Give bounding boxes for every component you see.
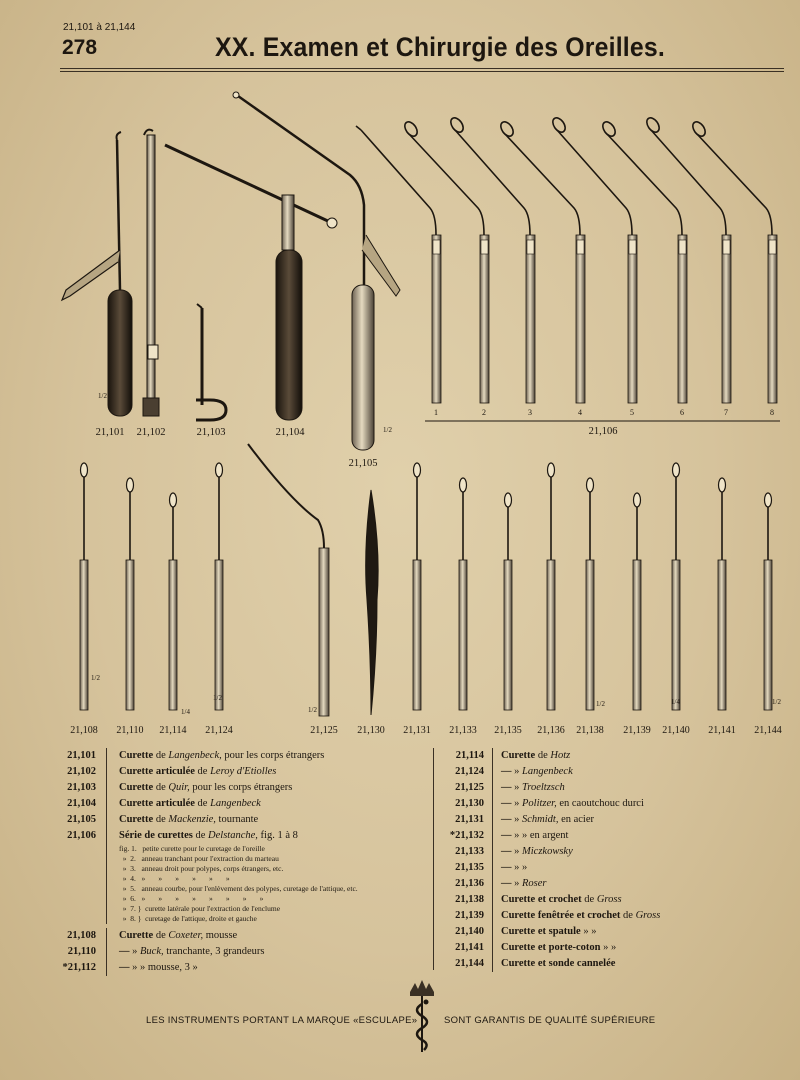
catalog-description	[106, 944, 265, 960]
series-curette-8	[690, 120, 777, 403]
curette-shaft	[557, 130, 632, 235]
figure-label: 21,101	[95, 427, 125, 438]
item-type: —	[119, 946, 130, 957]
figure-label: 21,130	[357, 725, 385, 736]
item-connector: »	[511, 782, 522, 793]
curette-mark	[769, 240, 776, 254]
catalog-number: 21,106	[67, 830, 96, 841]
scale-fraction: 1/4	[181, 708, 190, 716]
fig-note-text: » 6. » » » » » » » »	[106, 894, 263, 904]
series-number: 7	[724, 408, 728, 417]
item-connector: » »	[580, 926, 597, 937]
item-connector: de	[581, 894, 597, 905]
catalog-fig-note	[58, 854, 428, 864]
curette-ring	[498, 120, 515, 139]
catalog-row	[436, 860, 786, 876]
instrument-21102	[143, 130, 159, 416]
figure-label: 21,139	[623, 725, 651, 736]
item-detail: en argent	[529, 830, 569, 841]
fig-note-text: » 2. anneau tranchant pour l'extraction du marteau	[106, 854, 279, 864]
catalog-fig-note	[58, 864, 428, 874]
page-range: 21,101 à 21,144	[63, 22, 136, 33]
item-maker: Politzer,	[522, 798, 557, 809]
catalog-row	[58, 812, 428, 828]
item-type: —	[501, 814, 512, 825]
item-connector: de	[192, 830, 209, 841]
item-maker: Delstanche,	[208, 830, 258, 841]
column-divider	[433, 748, 434, 970]
bottom-instrument-7	[413, 463, 421, 710]
item-detail: tranchante, 3 grandeurs	[163, 946, 265, 957]
instrument-tip	[587, 478, 594, 492]
item-detail: pour les corps étrangers	[221, 750, 325, 761]
curette-shaft	[697, 134, 772, 235]
catalog-fig-note	[58, 894, 428, 904]
item-type: Curette fenêtrée et crochet	[501, 910, 621, 921]
item-type: —	[501, 782, 512, 793]
item-maker: Gross	[635, 910, 661, 921]
item-detail: mousse	[203, 930, 238, 941]
catalog-description	[106, 960, 198, 976]
item-connector: de	[153, 750, 169, 761]
item-maker: Buck,	[140, 946, 164, 957]
page-number: 278	[62, 36, 98, 59]
catalog-row	[436, 780, 786, 796]
catalog-description	[492, 764, 573, 780]
catalog-description	[492, 828, 568, 844]
item-type: Curette articulée	[119, 798, 195, 809]
scale-fraction: 1/2	[91, 674, 100, 682]
item-connector: »	[511, 766, 522, 777]
scale-fraction: 1/2	[383, 426, 392, 434]
item-connector: de	[194, 766, 211, 777]
item-detail: mousse, 3 »	[147, 962, 198, 973]
bottom-instrument-15	[764, 493, 772, 710]
curette-handle	[576, 235, 585, 403]
footer-left-text: LES INSTRUMENTS PORTANT LA MARQUE «ESCULAPE»	[146, 1015, 418, 1026]
item-type: Curette	[119, 930, 154, 941]
catalog-row	[436, 876, 786, 892]
curette-shaft	[361, 130, 436, 235]
item-connector: » »	[511, 830, 530, 841]
fig-note-text: » 5. anneau courbe, pour l'enlèvement des polypes, curetage de l'attique, etc.	[106, 884, 358, 894]
scale-fraction: 1/2	[98, 392, 107, 400]
series-number: 8	[770, 408, 774, 417]
instrument-handle	[413, 560, 421, 710]
catalog-row	[436, 748, 786, 764]
catalog-number: 21,108	[67, 930, 96, 941]
instrument-handle	[169, 560, 177, 710]
catalog-number: 21,101	[67, 750, 96, 761]
catalog-number: 21,105	[67, 814, 96, 825]
catalog-number: 21,140	[455, 926, 484, 937]
item-connector: de	[194, 798, 211, 809]
item-maker: Miczkowsky	[522, 846, 573, 857]
instrument-tip	[414, 463, 421, 477]
item-type: Curette et crochet	[501, 894, 582, 905]
bottom-instrument-13	[672, 463, 680, 710]
curette-mark	[481, 240, 488, 254]
item-maker: Troeltzsch	[522, 782, 565, 793]
item-connector: de	[153, 814, 169, 825]
item-detail: en acier	[558, 814, 595, 825]
catalog-row	[58, 780, 428, 796]
curette-mark	[679, 240, 686, 254]
item-detail: fig. 1 à 8	[257, 830, 298, 841]
item-connector: » »	[600, 942, 617, 953]
curette-mark	[629, 240, 636, 254]
curette-ring	[690, 120, 707, 139]
curette-ring	[402, 120, 419, 139]
scale-fraction: 1/2	[308, 706, 317, 714]
curette-ring	[448, 116, 465, 135]
catalog-row	[58, 764, 428, 780]
figure-label: 21,103	[196, 427, 226, 438]
catalog-description	[492, 844, 573, 860]
catalog-number: 21,114	[455, 750, 484, 761]
figure-label: 21,131	[403, 725, 431, 736]
instrument-handle	[459, 560, 467, 710]
catalog-number: *21,132	[449, 830, 484, 841]
curette-handle	[768, 235, 777, 403]
catalog-number: 21,136	[455, 878, 484, 889]
instrument-body	[366, 490, 378, 715]
catalog-row	[436, 844, 786, 860]
series-number: 4	[578, 408, 582, 417]
item-detail: pour les corps étrangers	[189, 782, 293, 793]
catalog-row	[436, 940, 786, 956]
catalog-row	[58, 960, 428, 976]
curette-ring	[600, 120, 617, 139]
item-maker: Langenbeck	[522, 766, 573, 777]
catalog-description	[492, 956, 615, 972]
catalog-description	[492, 748, 570, 764]
item-connector: »	[511, 814, 522, 825]
catalog-description	[106, 928, 237, 944]
bottom-instrument-5	[248, 444, 329, 716]
scale-fraction: 1/2	[772, 698, 781, 706]
bottom-instrument-3	[169, 493, 177, 710]
scale-fraction: 1/2	[596, 700, 605, 708]
catalog-number: 21,130	[455, 798, 484, 809]
item-maker: Roser	[522, 878, 547, 889]
curette-ring	[644, 116, 661, 135]
instrument-shaft	[248, 444, 324, 548]
catalog-description	[492, 924, 596, 940]
fig-note-text: » 3. anneau droit pour polypes, corps étrangers, etc.	[106, 864, 283, 874]
catalog-left-column	[58, 748, 428, 976]
figure-label: 21,114	[159, 725, 187, 736]
catalog-row	[436, 892, 786, 908]
item-connector: »	[511, 798, 522, 809]
item-maker: Langenbeck	[210, 798, 261, 809]
item-type: —	[501, 846, 512, 857]
item-connector: de	[153, 930, 169, 941]
catalog-row	[436, 764, 786, 780]
series-curette-7	[644, 116, 731, 403]
item-type: —	[501, 878, 512, 889]
figure-label: 21,124	[205, 725, 233, 736]
item-connector: »	[511, 846, 522, 857]
item-maker: Leroy d'Etiolles	[210, 766, 277, 777]
catalog-description	[492, 940, 616, 956]
instrument-tip	[505, 493, 512, 507]
item-maker: Schmidt,	[522, 814, 559, 825]
instrument-tip	[216, 463, 223, 477]
figure-label: 21,141	[708, 725, 736, 736]
item-connector: » »	[129, 962, 148, 973]
instrument-bottom-row	[80, 444, 772, 716]
figure-label: 21,102	[136, 427, 166, 438]
item-connector: de	[620, 910, 636, 921]
catalog-fig-note	[58, 874, 428, 884]
footer-right-text: SONT GARANTIS DE QUALITÉ SUPÉRIEURE	[444, 1015, 656, 1026]
item-detail: en caoutchouc durci	[556, 798, 644, 809]
instrument-tip	[170, 493, 177, 507]
fig-note-text: » 4. » » » » » »	[106, 874, 230, 884]
figure-label: 21,135	[494, 725, 522, 736]
series-number: 6	[680, 408, 684, 417]
series-number: 5	[630, 408, 634, 417]
instrument-handle	[126, 560, 134, 710]
curette-tip	[356, 126, 361, 130]
instrument-21104	[165, 145, 337, 420]
figure-label: 21,136	[537, 725, 565, 736]
instrument-handle	[718, 560, 726, 710]
series-number: 1	[434, 408, 438, 417]
figure-label: 21,133	[449, 725, 477, 736]
item-maker: Gross	[596, 894, 622, 905]
catalog-description	[492, 860, 527, 876]
catalog-number: 21,138	[455, 894, 484, 905]
instrument-handle	[319, 548, 329, 716]
series-curette-3	[448, 116, 535, 403]
catalog-description	[492, 796, 644, 812]
bottom-instrument-6	[366, 490, 378, 715]
item-type: Curette et porte-coton	[501, 942, 601, 953]
catalog-number: 21,135	[455, 862, 484, 873]
catalog-right-column	[436, 748, 786, 972]
scale-fraction: 1/4	[671, 698, 680, 706]
bottom-instrument-9	[504, 493, 512, 710]
item-maker: Hotz	[550, 750, 571, 761]
figure-label: 21,140	[662, 725, 690, 736]
item-detail: tournante	[215, 814, 259, 825]
catalog-fig-note	[58, 914, 428, 924]
bottom-instrument-8	[459, 478, 467, 710]
figure-label: 21,108	[70, 725, 98, 736]
bottom-instrument-10	[547, 463, 555, 710]
catalog-number: 21,144	[455, 958, 484, 969]
item-type: —	[501, 862, 512, 873]
catalog-fig-note	[58, 884, 428, 894]
item-type: Curette	[119, 750, 154, 761]
item-maker: Coxeter,	[168, 930, 204, 941]
instrument-tip	[634, 493, 641, 507]
curette-handle	[526, 235, 535, 403]
bottom-instrument-12	[633, 493, 641, 710]
figure-label: 21,104	[275, 427, 305, 438]
catalog-number: 21,103	[67, 782, 96, 793]
item-connector: »	[511, 878, 522, 889]
curette-ring	[550, 116, 567, 135]
curette-mark	[527, 240, 534, 254]
figure-label: 21,105	[348, 458, 378, 469]
series-curette-2	[402, 120, 489, 403]
item-connector: »	[129, 946, 140, 957]
item-maker: Quir,	[168, 782, 190, 793]
catalog-row	[58, 944, 428, 960]
instrument-tip	[765, 493, 772, 507]
figure-label: 21,110	[116, 725, 144, 736]
catalog-row	[436, 796, 786, 812]
instrument-tip	[81, 463, 88, 477]
instrument-handle	[547, 560, 555, 710]
instrument-tip	[127, 478, 134, 492]
instrument-series-21106	[356, 116, 777, 403]
catalog-description	[106, 828, 298, 844]
item-type: —	[501, 830, 512, 841]
item-connector: de	[535, 750, 551, 761]
series-curette-4	[498, 120, 585, 403]
instrument-tip	[548, 463, 555, 477]
curette-shaft	[455, 130, 530, 235]
page-title: XX. Examen et Chirurgie des Oreilles.	[215, 32, 665, 62]
figure-label: 21,144	[754, 725, 782, 736]
series-curette-5	[550, 116, 637, 403]
catalog-row	[58, 828, 428, 844]
bottom-instrument-11	[586, 478, 594, 710]
catalog-description	[106, 748, 324, 764]
instrument-tip	[673, 463, 680, 477]
catalog-description	[492, 812, 594, 828]
instrument-tip	[460, 478, 467, 492]
item-type: —	[501, 766, 512, 777]
curette-shaft	[607, 134, 682, 235]
fig-note-text: » 8. } curetage de l'attique, droite et gauche	[106, 914, 257, 924]
curette-shaft	[505, 134, 580, 235]
instrument-handle	[586, 560, 594, 710]
item-maker: Langenbeck,	[168, 750, 222, 761]
item-maker: Mackenzie,	[168, 814, 216, 825]
catalog-row	[436, 956, 786, 972]
catalog-number: 21,139	[455, 910, 484, 921]
instrument-tip	[719, 478, 726, 492]
curette-shaft	[651, 130, 726, 235]
instrument-handle	[504, 560, 512, 710]
curette-mark	[577, 240, 584, 254]
catalog-number: 21,102	[67, 766, 96, 777]
curette-handle	[628, 235, 637, 403]
item-type: Curette	[119, 814, 154, 825]
catalog-row	[436, 908, 786, 924]
catalog-fig-note	[58, 844, 428, 854]
item-type: Série de curettes	[119, 830, 193, 841]
series-number: 2	[482, 408, 486, 417]
item-type: Curette et spatule	[501, 926, 581, 937]
series-curette-6	[600, 120, 687, 403]
catalog-description	[106, 764, 276, 780]
bottom-instrument-14	[718, 478, 726, 710]
instrument-21101	[62, 132, 132, 416]
item-type: —	[501, 798, 512, 809]
catalog-number: *21,112	[62, 962, 96, 973]
catalog-description	[106, 812, 258, 828]
instrument-21103	[196, 304, 226, 420]
curette-handle	[432, 235, 441, 403]
instrument-handle	[80, 560, 88, 710]
curette-mark	[723, 240, 730, 254]
series-number: 3	[528, 408, 532, 417]
item-type: Curette	[501, 750, 536, 761]
catalog-description	[106, 796, 261, 812]
item-connector: » »	[511, 862, 528, 873]
instrument-handle	[672, 560, 680, 710]
series-label: 21,106	[588, 426, 618, 437]
catalog-description	[492, 908, 660, 924]
item-connector: de	[153, 782, 169, 793]
fig-note-text: fig. 1. petite curette pour le curetage de l'oreille	[106, 844, 265, 854]
catalog-number: 21,104	[67, 798, 96, 809]
figure-label: 21,138	[576, 725, 604, 736]
catalog-row	[58, 748, 428, 764]
scale-fraction: 1/2	[213, 694, 222, 702]
curette-mark	[433, 240, 440, 254]
item-type: Curette et sonde cannelée	[501, 958, 616, 969]
catalog-description	[492, 892, 622, 908]
catalog-fig-note	[58, 904, 428, 914]
catalog-row	[436, 828, 786, 844]
fig-note-text: » 7. } curette latérale pour l'extraction de l'enclume	[106, 904, 280, 914]
item-type: Curette	[119, 782, 154, 793]
curette-handle	[480, 235, 489, 403]
catalog-row	[58, 928, 428, 944]
item-type: Curette articulée	[119, 766, 195, 777]
item-type: —	[119, 962, 130, 973]
curette-handle	[722, 235, 731, 403]
catalog-number: 21,131	[455, 814, 484, 825]
catalog-row	[436, 924, 786, 940]
catalog-description	[492, 876, 547, 892]
catalog-number: 21,110	[67, 946, 96, 957]
catalog-description	[106, 780, 292, 796]
catalog-row	[436, 812, 786, 828]
bottom-instrument-2	[126, 478, 134, 710]
figure-label: 21,125	[310, 725, 338, 736]
catalog-description	[492, 780, 565, 796]
catalog-number: 21,125	[455, 782, 484, 793]
instrument-handle	[633, 560, 641, 710]
instrument-handle	[764, 560, 772, 710]
catalog-number: 21,124	[455, 766, 484, 777]
catalog-row	[58, 796, 428, 812]
curette-handle	[678, 235, 687, 403]
bottom-instrument-1	[80, 463, 88, 710]
catalog-number: 21,133	[455, 846, 484, 857]
bottom-instrument-4	[215, 463, 223, 710]
instrument-handle	[215, 560, 223, 710]
catalog-number: 21,141	[455, 942, 484, 953]
